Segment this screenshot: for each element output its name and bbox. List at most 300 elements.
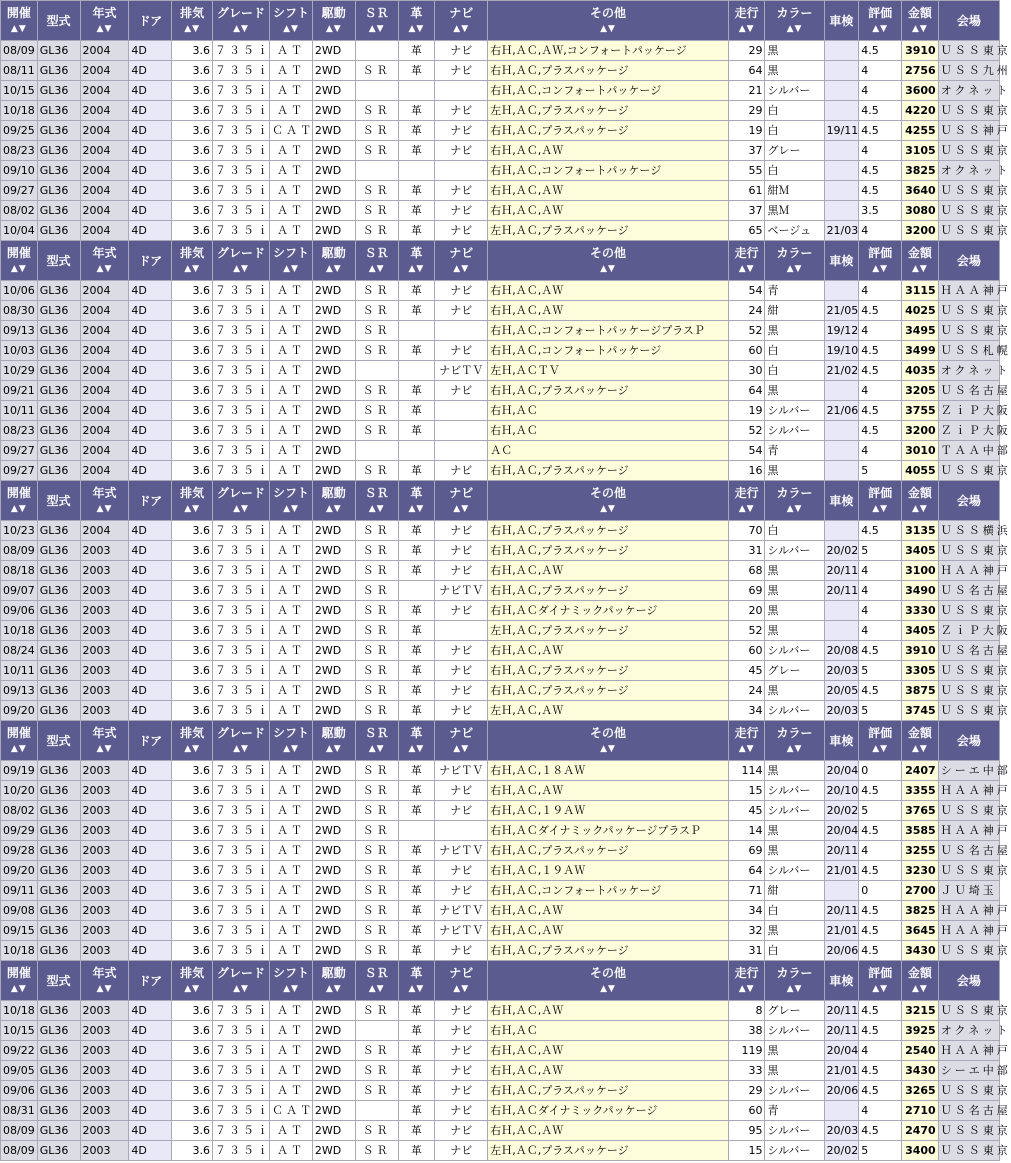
sort-arrows[interactable]: ▲▼	[600, 23, 616, 34]
cell-model: GL36	[37, 861, 80, 881]
sort-arrows[interactable]: ▲▼	[872, 983, 889, 994]
cell-model: GL36	[37, 1041, 80, 1061]
sort-arrows[interactable]: ▲▼	[184, 503, 201, 514]
cell-grade: ７３５ｉ	[213, 681, 270, 701]
sort-arrows[interactable]: ▲▼	[738, 263, 755, 274]
cell-leather	[398, 361, 435, 381]
cell-sunroof: ＳＲ	[355, 841, 398, 861]
cell-leather: 革	[398, 1121, 435, 1141]
cell-year: 2003	[80, 701, 129, 721]
cell-grade: ７３５ｉ	[213, 1081, 270, 1101]
sort-arrows[interactable]: ▲▼	[96, 983, 113, 994]
header-date	[1, 961, 38, 1001]
header-label: 開催	[6, 245, 31, 260]
cell-venue: ＨＡＡ神戸	[938, 821, 999, 841]
cell-options: 左Ｈ,ＡＣＴＶ	[488, 361, 729, 381]
cell-date: 10/04	[1, 221, 38, 241]
sort-arrows[interactable]: ▲▼	[283, 23, 299, 34]
cell-date: 09/22	[1, 1041, 38, 1061]
cell-year: 2004	[80, 221, 129, 241]
sort-arrows[interactable]: ▲▼	[453, 263, 470, 274]
header-year	[80, 481, 129, 521]
cell-navi: ナビ	[435, 1061, 488, 1081]
table-row	[1, 861, 1000, 881]
cell-color: シルバー	[765, 781, 824, 801]
sort-arrows[interactable]: ▲▼	[408, 743, 425, 754]
sort-arrows[interactable]: ▲▼	[368, 743, 385, 754]
header-label: グレード	[217, 245, 266, 260]
cell-mileage: 52	[728, 621, 765, 641]
cell-year: 2004	[80, 141, 129, 161]
sort-arrows[interactable]: ▲▼	[786, 983, 803, 994]
cell-doors: 4D	[129, 841, 172, 861]
cell-displacement: 3.6	[172, 1141, 213, 1161]
sort-arrows[interactable]: ▲▼	[453, 983, 470, 994]
cell-grade: ７３５ｉ	[213, 141, 270, 161]
sort-arrows[interactable]: ▲▼	[184, 23, 201, 34]
header-sunroof	[355, 961, 398, 1001]
table-row	[1, 121, 1000, 141]
cell-inspection	[824, 81, 859, 101]
cell-year: 2004	[80, 421, 129, 441]
cell-options: 右Ｈ,ＡＣ,ＡＷ	[488, 1061, 729, 1081]
cell-rating: 4	[859, 601, 902, 621]
cell-color: 白	[765, 521, 824, 541]
cell-venue: ＵＳＳ東京	[938, 1081, 999, 1101]
header-label: 金額	[907, 725, 932, 740]
cell-shift: ＡＴ	[270, 841, 313, 861]
sort-arrows[interactable]: ▲▼	[10, 263, 27, 274]
sort-arrows[interactable]: ▲▼	[738, 983, 755, 994]
cell-price: 2407	[902, 761, 939, 781]
cell-drive: 2WD	[312, 761, 355, 781]
header-label: 排気	[180, 5, 205, 20]
table-row	[1, 161, 1000, 181]
header-label: 開催	[6, 965, 31, 980]
cell-doors: 4D	[129, 521, 172, 541]
cell-options: 右Ｈ,ＡＣダイナミックパッケージ	[488, 601, 729, 621]
sort-arrows[interactable]: ▲▼	[233, 983, 249, 994]
cell-navi	[435, 441, 488, 461]
cell-rating: 4	[859, 581, 902, 601]
header-label: 車検	[829, 733, 854, 748]
sort-arrows[interactable]: ▲▼	[600, 503, 616, 514]
cell-year: 2003	[80, 781, 129, 801]
header-date	[1, 721, 38, 761]
sort-arrows[interactable]: ▲▼	[872, 743, 889, 754]
sort-arrows[interactable]: ▲▼	[911, 23, 928, 34]
cell-drive: 2WD	[312, 301, 355, 321]
sort-arrows[interactable]: ▲▼	[600, 983, 616, 994]
cell-price: 3400	[902, 1141, 939, 1161]
header-displacement	[172, 481, 213, 521]
header-row	[1, 1, 1000, 41]
cell-sunroof: ＳＲ	[355, 881, 398, 901]
cell-rating: 4.5	[859, 421, 902, 441]
sort-arrows[interactable]: ▲▼	[233, 23, 249, 34]
sort-arrows[interactable]: ▲▼	[325, 983, 342, 994]
cell-drive: 2WD	[312, 661, 355, 681]
cell-rating: 4.5	[859, 941, 902, 961]
sort-arrows[interactable]: ▲▼	[911, 503, 928, 514]
cell-displacement: 3.6	[172, 1041, 213, 1061]
cell-year: 2003	[80, 681, 129, 701]
cell-price: 3200	[902, 421, 939, 441]
cell-color: シルバー	[765, 701, 824, 721]
cell-model: GL36	[37, 321, 80, 341]
cell-model: GL36	[37, 1141, 80, 1161]
cell-options: 左Ｈ,ＡＣ,ＡＷ	[488, 701, 729, 721]
cell-grade: ７３５ｉ	[213, 901, 270, 921]
cell-date: 09/20	[1, 701, 38, 721]
sort-arrows[interactable]: ▲▼	[911, 263, 928, 274]
cell-rating: 4.5	[859, 521, 902, 541]
cell-venue: ＵＳＳ東京	[938, 541, 999, 561]
sort-arrows[interactable]: ▲▼	[786, 503, 803, 514]
cell-model: GL36	[37, 121, 80, 141]
cell-sunroof: ＳＲ	[355, 1141, 398, 1161]
cell-year: 2004	[80, 81, 129, 101]
cell-mileage: 64	[728, 861, 765, 881]
header-shift	[270, 961, 313, 1001]
cell-displacement: 3.6	[172, 1001, 213, 1021]
cell-year: 2003	[80, 761, 129, 781]
cell-date: 08/09	[1, 1141, 38, 1161]
sort-arrows[interactable]: ▲▼	[10, 503, 27, 514]
cell-drive: 2WD	[312, 1001, 355, 1021]
sort-arrows[interactable]: ▲▼	[738, 23, 755, 34]
cell-price: 4035	[902, 361, 939, 381]
sort-arrows[interactable]: ▲▼	[453, 503, 470, 514]
cell-rating: 4.5	[859, 1021, 902, 1041]
sort-arrows[interactable]: ▲▼	[184, 263, 201, 274]
cell-color: 白	[765, 901, 824, 921]
sort-arrows[interactable]: ▲▼	[368, 263, 385, 274]
sort-arrows[interactable]: ▲▼	[453, 743, 470, 754]
cell-venue: ＨＡＡ神戸	[938, 561, 999, 581]
cell-navi: ナビ	[435, 801, 488, 821]
cell-inspection: 19/11	[824, 121, 859, 141]
cell-price: 3265	[902, 1081, 939, 1101]
cell-date: 09/13	[1, 321, 38, 341]
cell-doors: 4D	[129, 41, 172, 61]
cell-leather: 革	[398, 141, 435, 161]
cell-date: 09/25	[1, 121, 38, 141]
cell-grade: ７３５ｉ	[213, 541, 270, 561]
cell-drive: 2WD	[312, 101, 355, 121]
cell-shift: ＡＴ	[270, 681, 313, 701]
cell-sunroof: ＳＲ	[355, 61, 398, 81]
header-options	[488, 481, 729, 521]
cell-venue: シーエ中部	[938, 1061, 999, 1081]
cell-options: 右Ｈ,ＡＣ,プラスパッケージ	[488, 661, 729, 681]
header-label: 開催	[6, 485, 31, 500]
header-label: 走行	[734, 965, 759, 980]
table-row	[1, 201, 1000, 221]
cell-date: 08/24	[1, 641, 38, 661]
cell-model: GL36	[37, 801, 80, 821]
header-label: 金額	[907, 5, 932, 20]
cell-leather	[398, 321, 435, 341]
sort-arrows[interactable]: ▲▼	[184, 743, 201, 754]
header-label: 車検	[829, 253, 854, 268]
cell-color: シルバー	[765, 1121, 824, 1141]
header-navi	[435, 961, 488, 1001]
cell-mileage: 31	[728, 541, 765, 561]
cell-displacement: 3.6	[172, 181, 213, 201]
table-row	[1, 101, 1000, 121]
cell-grade: ７３５ｉ	[213, 581, 270, 601]
sort-arrows[interactable]: ▲▼	[233, 263, 249, 274]
cell-displacement: 3.6	[172, 81, 213, 101]
sort-arrows[interactable]: ▲▼	[283, 743, 299, 754]
sort-arrows[interactable]: ▲▼	[786, 23, 803, 34]
cell-options: 右Ｈ,ＡＣ,プラスパッケージ	[488, 521, 729, 541]
cell-doors: 4D	[129, 1121, 172, 1141]
header-options	[488, 241, 729, 281]
header-label: ドア	[138, 493, 163, 508]
cell-sunroof	[355, 81, 398, 101]
cell-doors: 4D	[129, 161, 172, 181]
cell-leather: 革	[398, 381, 435, 401]
cell-inspection: 20/08	[824, 641, 859, 661]
sort-arrows[interactable]: ▲▼	[10, 983, 27, 994]
cell-sunroof: ＳＲ	[355, 681, 398, 701]
cell-sunroof: ＳＲ	[355, 461, 398, 481]
header-shift	[270, 721, 313, 761]
header-label: 会場	[956, 13, 981, 28]
table-row	[1, 361, 1000, 381]
header-label: シフト	[272, 245, 309, 260]
cell-model: GL36	[37, 761, 80, 781]
cell-inspection: 20/11	[824, 1001, 859, 1021]
sort-arrows[interactable]: ▲▼	[283, 983, 299, 994]
header-label: 駆動	[321, 245, 346, 260]
sort-arrows[interactable]: ▲▼	[325, 263, 342, 274]
cell-leather: 革	[398, 781, 435, 801]
cell-options: 左Ｈ,ＡＣ,プラスパッケージ	[488, 621, 729, 641]
sort-arrows[interactable]: ▲▼	[408, 263, 425, 274]
cell-doors: 4D	[129, 1041, 172, 1061]
cell-shift: ＡＴ	[270, 1021, 313, 1041]
sort-arrows[interactable]: ▲▼	[911, 743, 928, 754]
cell-grade: ７３５ｉ	[213, 441, 270, 461]
header-displacement	[172, 1, 213, 41]
sort-arrows[interactable]: ▲▼	[283, 503, 299, 514]
cell-year: 2004	[80, 281, 129, 301]
cell-date: 08/02	[1, 201, 38, 221]
cell-displacement: 3.6	[172, 381, 213, 401]
cell-price: 2470	[902, 1121, 939, 1141]
cell-year: 2004	[80, 401, 129, 421]
sort-arrows[interactable]: ▲▼	[911, 983, 928, 994]
cell-inspection: 20/11	[824, 581, 859, 601]
sort-arrows[interactable]: ▲▼	[786, 263, 803, 274]
cell-inspection: 20/02	[824, 541, 859, 561]
sort-arrows[interactable]: ▲▼	[600, 743, 616, 754]
cell-venue: ＵＳＳ東京	[938, 701, 999, 721]
header-label: ドア	[138, 13, 163, 28]
cell-price: 2710	[902, 1101, 939, 1121]
cell-price: 4025	[902, 301, 939, 321]
sort-arrows[interactable]: ▲▼	[325, 743, 342, 754]
cell-price: 3745	[902, 701, 939, 721]
cell-options: 右Ｈ,ＡＣ,プラスパッケージ	[488, 61, 729, 81]
sort-arrows[interactable]: ▲▼	[872, 263, 889, 274]
sort-arrows[interactable]: ▲▼	[408, 23, 425, 34]
header-color	[765, 481, 824, 521]
header-mileage	[728, 961, 765, 1001]
header-label: 革	[410, 965, 423, 980]
cell-venue: ＵＳＳ東京	[938, 141, 999, 161]
cell-grade: ７３５ｉ	[213, 641, 270, 661]
cell-model: GL36	[37, 201, 80, 221]
cell-grade: ７３５ｉ	[213, 861, 270, 881]
cell-color: グレー	[765, 661, 824, 681]
sort-arrows[interactable]: ▲▼	[738, 743, 755, 754]
cell-shift: ＡＴ	[270, 661, 313, 681]
cell-navi: ナビ	[435, 601, 488, 621]
sort-arrows[interactable]: ▲▼	[96, 263, 113, 274]
cell-model: GL36	[37, 421, 80, 441]
cell-mileage: 64	[728, 61, 765, 81]
cell-date: 10/18	[1, 941, 38, 961]
cell-rating: 4	[859, 381, 902, 401]
sort-arrows[interactable]: ▲▼	[408, 983, 425, 994]
sort-arrows[interactable]: ▲▼	[872, 23, 889, 34]
table-row	[1, 521, 1000, 541]
cell-navi: ナビ	[435, 681, 488, 701]
header-navi	[435, 1, 488, 41]
cell-price: 3115	[902, 281, 939, 301]
header-label: 排気	[180, 485, 205, 500]
cell-leather: 革	[398, 121, 435, 141]
sort-arrows[interactable]: ▲▼	[96, 743, 113, 754]
header-sunroof	[355, 1, 398, 41]
header-label: 革	[410, 245, 423, 260]
cell-leather: 革	[398, 221, 435, 241]
cell-options: 右Ｈ,ＡＣ,プラスパッケージ	[488, 841, 729, 861]
cell-year: 2004	[80, 321, 129, 341]
header-doors	[129, 961, 172, 1001]
header-label: 型式	[46, 733, 71, 748]
cell-venue: ＵＳＳ東京	[938, 221, 999, 241]
table-row	[1, 1101, 1000, 1121]
cell-color: 青	[765, 1101, 824, 1121]
header-leather	[398, 721, 435, 761]
cell-venue: ＴＡＡ中部	[938, 441, 999, 461]
header-label: シフト	[272, 5, 309, 20]
header-displacement	[172, 961, 213, 1001]
cell-date: 09/06	[1, 601, 38, 621]
cell-doors: 4D	[129, 701, 172, 721]
sort-arrows[interactable]: ▲▼	[325, 503, 342, 514]
cell-venue: ＵＳ名古屋	[938, 581, 999, 601]
sort-arrows[interactable]: ▲▼	[233, 743, 249, 754]
cell-shift: ＡＴ	[270, 341, 313, 361]
cell-inspection: 20/04	[824, 761, 859, 781]
cell-navi: ナビ	[435, 521, 488, 541]
cell-color: 紺	[765, 301, 824, 321]
cell-grade: ７３５ｉ	[213, 301, 270, 321]
header-venue	[938, 481, 999, 521]
sort-arrows[interactable]: ▲▼	[872, 503, 889, 514]
cell-drive: 2WD	[312, 1141, 355, 1161]
cell-rating: 4.5	[859, 401, 902, 421]
cell-doors: 4D	[129, 181, 172, 201]
cell-date: 09/27	[1, 181, 38, 201]
sort-arrows[interactable]: ▲▼	[10, 743, 27, 754]
cell-mileage: 15	[728, 1141, 765, 1161]
cell-inspection	[824, 281, 859, 301]
cell-rating: 0	[859, 761, 902, 781]
sort-arrows[interactable]: ▲▼	[786, 743, 803, 754]
cell-date: 10/23	[1, 521, 38, 541]
sort-arrows[interactable]: ▲▼	[10, 23, 27, 34]
sort-arrows[interactable]: ▲▼	[368, 23, 385, 34]
cell-options: 右Ｈ,ＡＣ,コンフォートパッケージ	[488, 881, 729, 901]
cell-options: 右Ｈ,ＡＣ	[488, 401, 729, 421]
header-row	[1, 481, 1000, 521]
header-label: 年式	[92, 245, 117, 260]
sort-arrows[interactable]: ▲▼	[408, 503, 425, 514]
cell-mileage: 15	[728, 781, 765, 801]
sort-arrows[interactable]: ▲▼	[96, 23, 113, 34]
cell-price: 4220	[902, 101, 939, 121]
sort-arrows[interactable]: ▲▼	[738, 503, 755, 514]
cell-leather: 革	[398, 621, 435, 641]
cell-model: GL36	[37, 401, 80, 421]
cell-sunroof	[355, 41, 398, 61]
cell-navi: ナビ	[435, 1041, 488, 1061]
sort-arrows[interactable]: ▲▼	[283, 263, 299, 274]
cell-rating: 4	[859, 281, 902, 301]
cell-drive: 2WD	[312, 921, 355, 941]
cell-color: シルバー	[765, 861, 824, 881]
cell-displacement: 3.6	[172, 301, 213, 321]
sort-arrows[interactable]: ▲▼	[96, 503, 113, 514]
cell-inspection: 20/04	[824, 821, 859, 841]
sort-arrows[interactable]: ▲▼	[368, 503, 385, 514]
sort-arrows[interactable]: ▲▼	[233, 503, 249, 514]
cell-year: 2004	[80, 61, 129, 81]
header-price	[902, 481, 939, 521]
header-sunroof	[355, 721, 398, 761]
cell-options: 右Ｈ,ＡＣ,ＡＷ	[488, 901, 729, 921]
cell-year: 2003	[80, 841, 129, 861]
sort-arrows[interactable]: ▲▼	[368, 983, 385, 994]
sort-arrows[interactable]: ▲▼	[600, 263, 616, 274]
sort-arrows[interactable]: ▲▼	[325, 23, 342, 34]
table-row	[1, 821, 1000, 841]
cell-leather: 革	[398, 1141, 435, 1161]
sort-arrows[interactable]: ▲▼	[184, 983, 201, 994]
cell-drive: 2WD	[312, 1061, 355, 1081]
cell-grade: ７３５ｉ	[213, 201, 270, 221]
cell-drive: 2WD	[312, 681, 355, 701]
sort-arrows[interactable]: ▲▼	[453, 23, 470, 34]
cell-venue: ＵＳＳ東京	[938, 301, 999, 321]
cell-year: 2003	[80, 941, 129, 961]
cell-mileage: 31	[728, 941, 765, 961]
header-label: カラー	[776, 5, 813, 20]
header-price	[902, 241, 939, 281]
cell-price: 3910	[902, 41, 939, 61]
cell-drive: 2WD	[312, 781, 355, 801]
cell-inspection: 21/01	[824, 921, 859, 941]
cell-grade: ７３５ｉ	[213, 841, 270, 861]
cell-model: GL36	[37, 61, 80, 81]
